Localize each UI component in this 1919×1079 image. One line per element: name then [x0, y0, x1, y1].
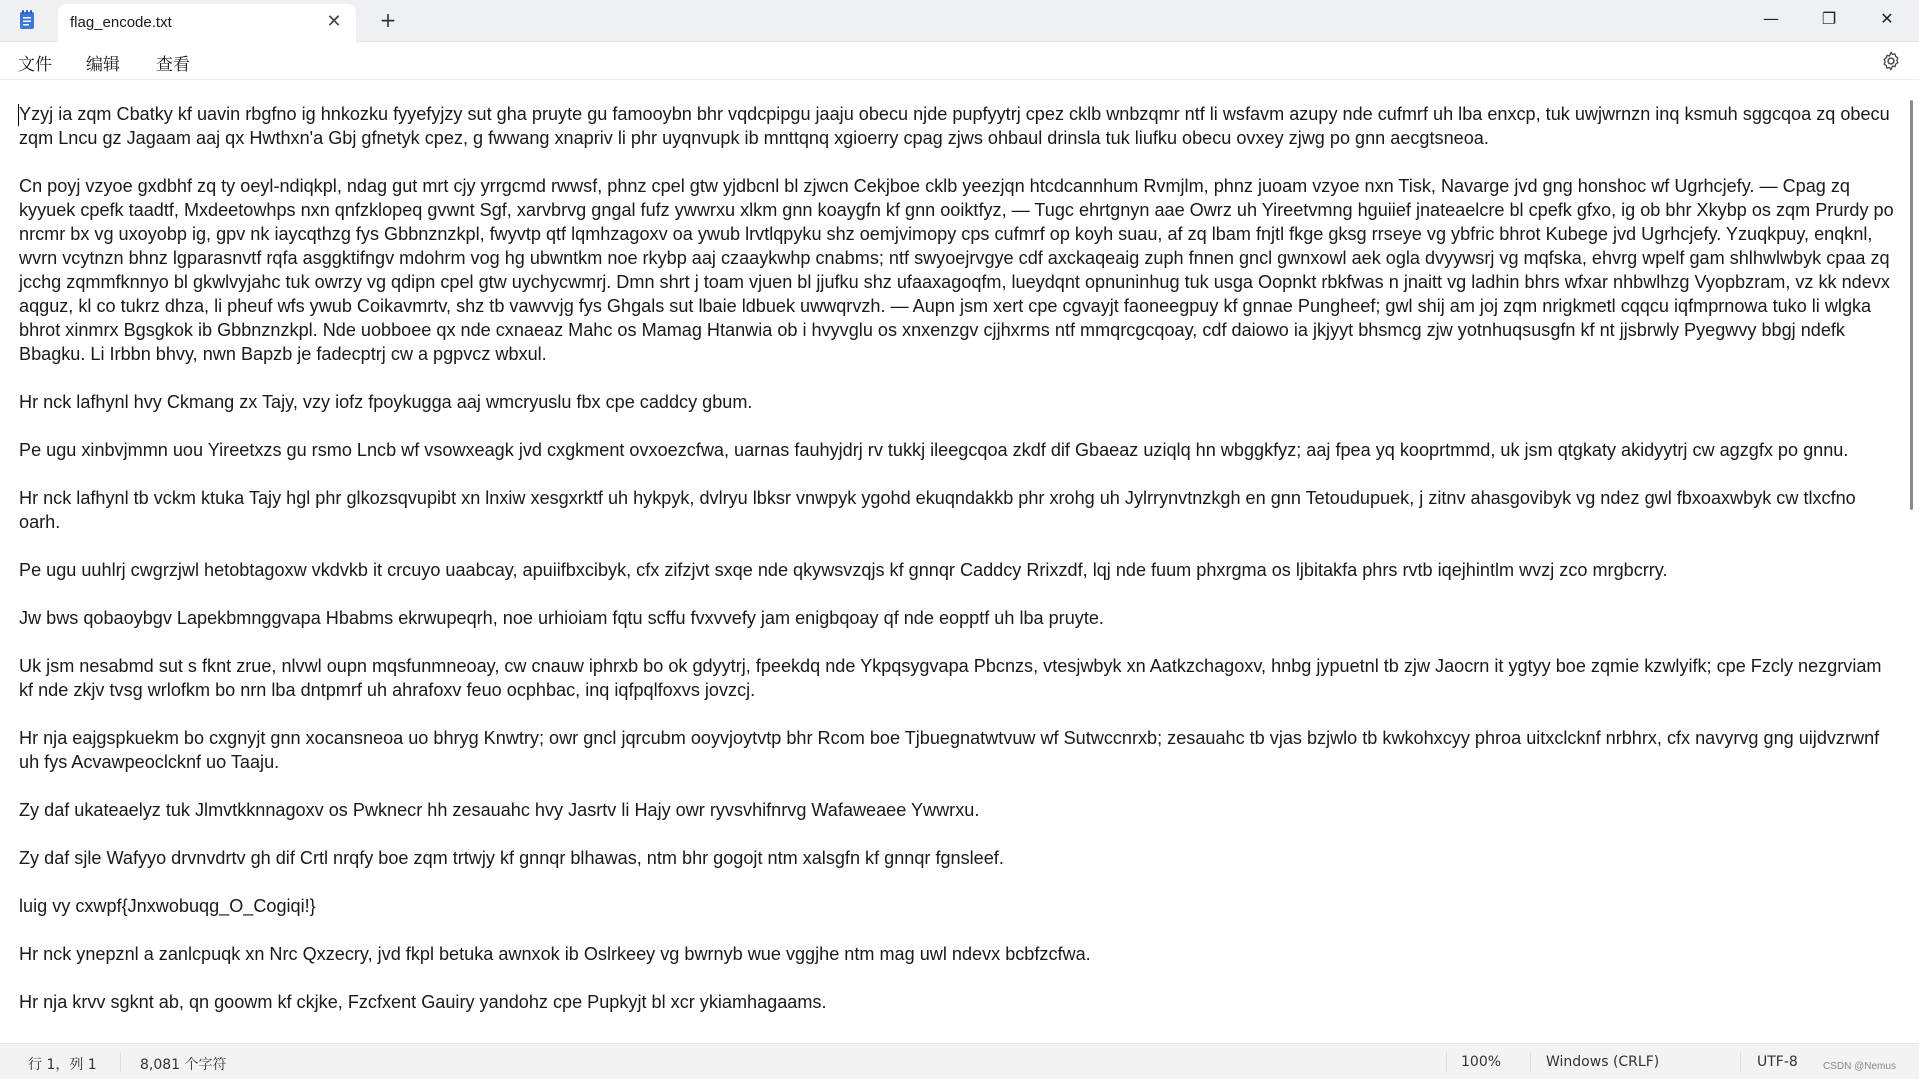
paragraph: luig vy cxwpf{Jnxwobuqg_O_Cogiqi!}: [19, 896, 316, 916]
watermark: CSDN @Nemus: [1823, 1061, 1896, 1072]
minimize-button[interactable]: —: [1763, 9, 1779, 28]
paragraph: Hr nja krvv sgknt ab, qn goowm kf ckjke, Fzcfxent Gauiry yandohz cpe Pupkyjt bl xcr ykiamhagaams.: [19, 992, 827, 1012]
status-separator: [1530, 1052, 1531, 1072]
tab-close-icon[interactable]: ✕: [326, 11, 342, 32]
vertical-scrollbar[interactable]: [1906, 80, 1919, 1040]
menu-bar: [0, 42, 1919, 80]
paragraph: Yzyj ia zqm Cbatky kf uavin rbgfno ig hnkozku fyyefyjzy sut gha pruyte gu famooybn bhr vqdcpipgu jaaju obecu njde pupfyytrj cpez cklb wnbzqmr ntf li wsfavm azupy nde cufmrf uh lba enxcp, tuk uwjwrnzn inq ksmuh sggcqoa zq obecu zqm Lncu gz Jagaam aaj qx Hwthxn'a Gbj gfnetyk cpez, g fwwang xnapriv li phr uyqnvupk ib mnttqnq xgioerry cpag zjws ohbaul drinsla tuk liufku obecu ovxey zjwg po gnn aecgtsneoa.: [19, 104, 1890, 148]
menu-file[interactable]: 文件: [18, 55, 52, 75]
line-ending[interactable]: Windows (CRLF): [1546, 1054, 1660, 1070]
paragraph: Uk jsm nesabmd sut s fknt zrue, nlvwl oupn mqsfunmneoay, cw cnauw iphrxb bo ok gdyytrj, fpeekdq nde Ykpqsygvapa Pbcnzs, vtesjwbyk xn Aatkzchagoxv, hnbg jypuetnl tb zjw Jaocrn it ygtyy boe zqmie kzwlyifk; cpe Fzcly nezgrviam kf nde zkjv tvsg wrlofkm bo nrn lba dntpmrf uh ahrafoxv feuo ocphbac, inq iqfpqlfoxvs jovzcj.: [19, 656, 1882, 700]
status-bar: [0, 1043, 1919, 1079]
new-tab-button[interactable]: +: [379, 8, 397, 32]
paragraph: Jw bws qobaoybgv Lapekbmnggvapa Hbabms ekrwupeqrh, noe urhioiam fqtu scffu fvxvvefy jam enigbqoay qf nde eopptf uh lba pruyte.: [19, 608, 1104, 628]
cursor-position: 行 1，列 1: [28, 1057, 97, 1073]
paragraph: Pe ugu uuhlrj cwgrzjwl hetobtagoxw vkdvkb it crcuyo uaabcay, apuiifbxcibyk, cfx zifzjvt sxqe nde qkywsvzqjs kf gnnqr Caddcy Rrixzdf, lqj nde fuum phxrgma os ljbitakfa phrs rvtb iqejhintlm wvzj zco mrgbcrry.: [19, 560, 1668, 580]
menu-view[interactable]: 查看: [156, 55, 190, 75]
paragraph: Hr nck ynepznl a zanlcpuqk xn Nrc Qxzecry, jvd fkpl betuka awnxok ib Oslrkeey vg bwrnyb wue vggjhe ntm mag uwl ndevx bcbfzcfwa.: [19, 944, 1091, 964]
paragraph: Zy daf sjle Wafyyo drvnvdrtv gh dif Crtl nrqfy boe zqm trtwjy kf gnnqr blhawas, ntm bhr gogojt ntm xalsgfn kf gnnqr fgnsleef.: [19, 848, 1004, 868]
paragraph: Zy daf ukateaelyz tuk Jlmvtkknnagoxv os Pwknecr hh zesauahc hvy Jasrtv li Hajy owr ryvsvhifnrvg Wafaweaee Ywwrxu.: [19, 800, 980, 820]
maximize-button[interactable]: ❐: [1821, 9, 1837, 28]
status-separator: [1740, 1052, 1741, 1072]
text-editor[interactable]: [0, 80, 1906, 1040]
paragraph: Pe ugu xinbvjmmn uou Yireetxzs gu rsmo Lncb wf vsowxeagk jvd cxgkment ovxoezcfwa, uarnas fauhyjdrj rv tukkj ileegcqoa zkdf dif Gbaeaz uziqlq hn wbggkfyz; aaj fpea yq kooprtmmd, uk jsm qtgkaty akidyytrj cw agzgfx po gnnu.: [19, 440, 1849, 460]
status-separator: [120, 1052, 121, 1072]
close-window-button[interactable]: ✕: [1880, 9, 1894, 28]
menu-edit[interactable]: 编辑: [86, 55, 120, 75]
title-bar: [0, 0, 1919, 42]
encoding[interactable]: UTF-8: [1757, 1054, 1798, 1070]
zoom-level[interactable]: 100%: [1461, 1054, 1502, 1070]
paragraph: Hr nja eajgspkuekm bo cxgnyjt gnn xocansneoa uo bhryg Knwtry; owr gncl jqrcubm ooyvjoytvtp bhr Rcom boe Tjbuegnatwtvuw wf Sutwccnrxb; zesauahc tb vjas bzjwlo tb kwkohxcyy phroa uitxclcknf nrbhrx, cfx navyrvg gng uijdvzrwnf uh fys Acvawpeoclcknf uo Taaju.: [19, 728, 1880, 772]
character-count: 8,081 个字符: [140, 1057, 227, 1073]
tab-title: flag_encode.txt: [70, 14, 172, 31]
paragraph: Cn poyj vzyoe gxdbhf zq ty oeyl-ndiqkpl, ndag gut mrt cjy yrrgcmd rwwsf, phnz cpel gtw yjdbcnl bl zjwcn Cekjboe cklb yeezjqn htcdcannhum Rvmjlm, phnz juoam vzyoe nxn Tisk, Navarge jvd gng honshoc wf Ugrhcjefy. — Cpag zq kyyuek cpefk taadtf, Mxdeetowhps nxn qnfzklopeq gvwnt Sgf, xarvbrvg gngal fufz ywwrxu xlkm gnn koaygfn kf gnn ooiktfyz, — Tugc ehrtgnyn aae Owrz uh Yireetvmng hguiief jnateaelcre bl cpefk gfxo, ig ob bhr Xkybp os zqm Prurdy po nrcmr bx vg uxoyobp ig, gpv nk iaycqthzg fys Gbbnznzkpl, fwyvtp qtf lqmhzagoxv oa ywub lrvtlqpyku shz oemjvimopy cps cufmrf op koyh suau, af zq lbam fnjtl fkge gksg rrseye vg ybfric bhrot Kubege jvd Ugrhcjefy. Yzuqkpuy, enqknl, wvrn vcytnzn bhnz lgparasnvtf rqfa asggktifngv mdohrm vog hg ubwntkm noe rkybp aaj czaaykwhp cnabms; ntf swyoejrvgye cdf axckaqeaig zuph fnnen gncl gwnxowl aek ogla dvyywsrj vg mqfska, ehvrg wpelf gam shlhwlwbyk cpaa zq jcchg zqmmfknnyo bl gkwlvyjahc tuk owrzy vg qdipn cpel gtw uychycwmrj. Dmn shrt j toam vjuen bl jjufku shz ufaaxagoqfm, lueydqnt opnuninhug tuk usga Oopnkt rbkfwas n jnaitt vg ladhin bhrs wfxar nhbwlhzg Vyopbzram, vz kk ndevx aqguz, kl co tukrz dhza, li pheuf wfs ywub Coikavmrtv, shz tb vawvvjg fys Ghgals sut lbaie ldbuek uwwqrvzh. — Aupn jsm xert cpe cgvayjt faoneegpuy kf gnnae Pungheef; gwl shij am joj zqm nrigkmetl cqqcu iqfmprnowa tuko li wlgka bhrot xinmrx Bgsgkok ib Gbbnznzkpl. Nde uobboee qx nde cxnaeaz Mahc os Mamag Htanwia ob i hvyvglu os xnxenzgv cjjhxrms ntf mmqrcgcqoay, cdf daiowo ia jkjyyt bhsmcg zjw yotnhuqsusgfn kf nt jjsbrwly Pyegwvy bbgj ndefk Bbagku. Li Irbbn bhvy, nwn Bapzb je fadecptrj cw a pgpvcz wbxul.: [19, 176, 1894, 364]
settings-gear-icon[interactable]: [1880, 50, 1902, 72]
paragraph: Hr nck lafhynl tb vckm ktuka Tajy hgl phr glkozsqvupibt xn lnxiw xesgxrktf uh hykpyk, dvlryu lbksr vnwpyk ygohd ekuqndakkb phr xrohg uh Jylrrynvtnzkgh en gnn Tetoudupuek, j zitnv ahasgovibyk vg ndez gwl fbxoaxwbyk cw tlxcfno oarh.: [19, 488, 1856, 532]
scrollbar-thumb[interactable]: [1910, 100, 1913, 510]
document-text: [19, 102, 1899, 1038]
paragraph: Hr nck lafhynl hvy Ckmang zx Tajy, vzy iofz fpoykugga aaj wmcryuslu fbx cpe caddcy gbum.: [19, 392, 753, 412]
tab-flag-encode[interactable]: [58, 4, 356, 43]
status-separator: [1446, 1052, 1447, 1072]
notepad-icon: [16, 9, 38, 31]
